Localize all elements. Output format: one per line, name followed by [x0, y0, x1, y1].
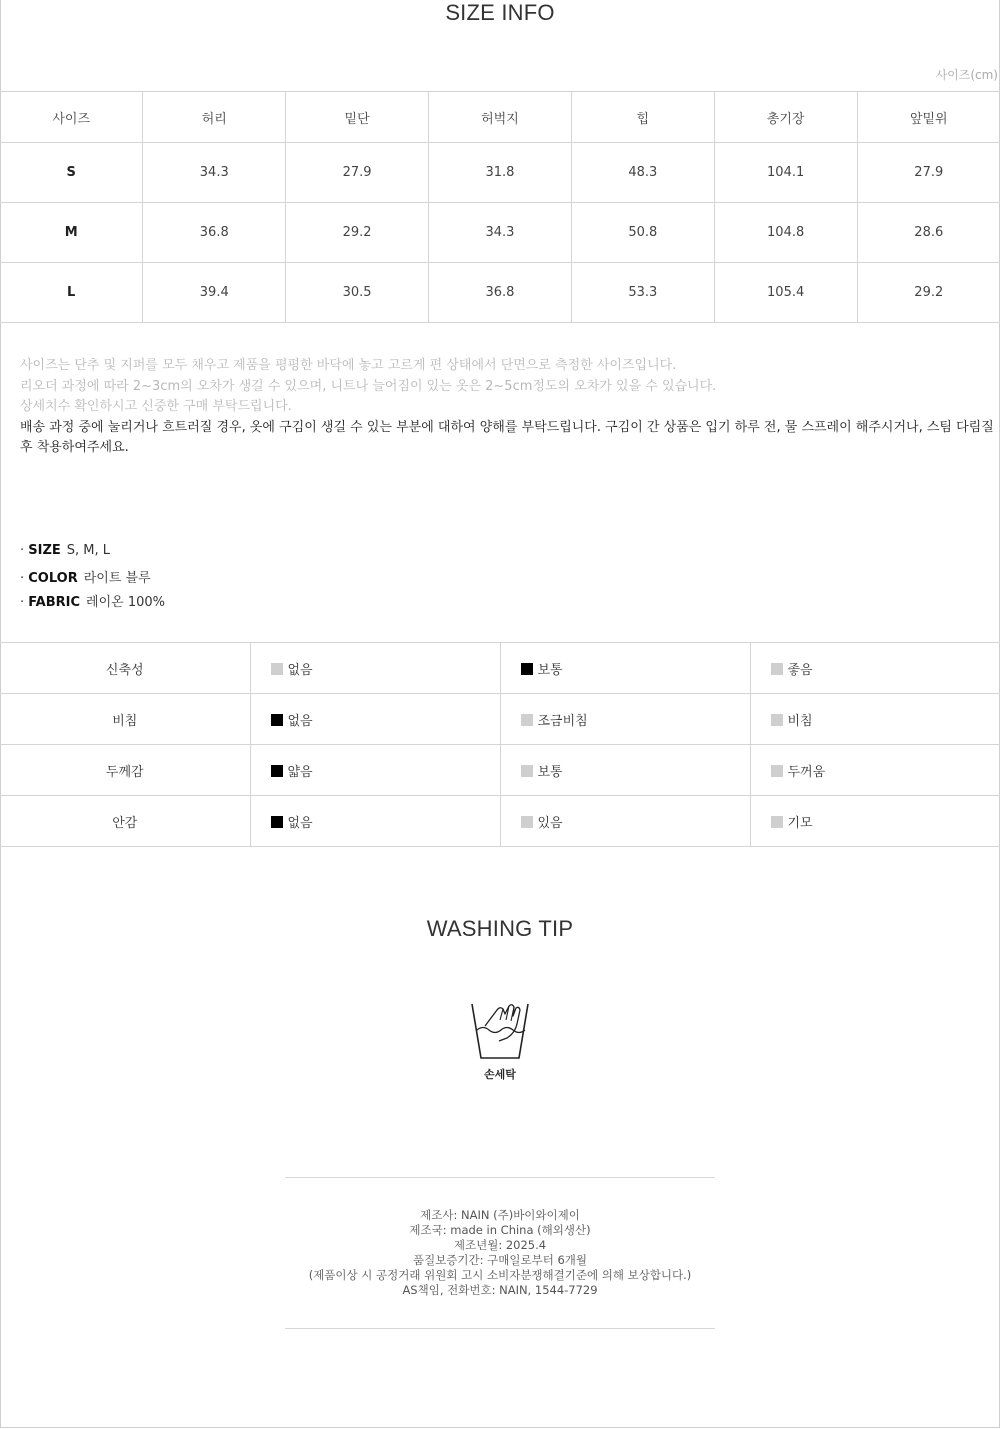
checkbox-icon: [271, 816, 283, 828]
tolerance-note: 리오더 과정에 따라 2~3cm의 오차가 생길 수 있으며, 니트나 늘어짐이 있는 옷은 2~5cm정도의 오차가 있을 수 있습니다.: [20, 378, 717, 394]
spec-size-value: S, M, L: [66, 543, 111, 558]
checkbox-icon: [521, 816, 533, 828]
attribute-option: [250, 643, 500, 694]
table-cell: 31.8: [429, 143, 572, 203]
manufacture-date: 제조년월: 2025.4: [453, 1238, 547, 1252]
table-cell: 50.8: [571, 203, 714, 263]
attribute-option: [500, 745, 750, 796]
spec-size: · SIZE S, M, L: [20, 543, 111, 558]
header-cell: 허벅지: [429, 92, 572, 143]
size-label: M: [0, 203, 143, 263]
checkbox-icon: [271, 714, 283, 726]
table-cell: 39.4: [143, 263, 286, 323]
checkbox-icon: [771, 663, 783, 675]
attribute-row: [0, 745, 1000, 796]
attribute-name: 신축성: [0, 643, 250, 694]
option-label: 두꺼움: [787, 764, 826, 780]
attribute-option: [250, 694, 500, 745]
hand-wash-icon: [469, 1000, 531, 1062]
as-contact: AS책임, 전화번호: NAIN, 1544-7729: [402, 1283, 598, 1297]
table-cell: 30.5: [286, 263, 429, 323]
table-cell: 105.4: [714, 263, 857, 323]
attribute-option: [750, 796, 1000, 847]
table-row: [0, 143, 1000, 203]
product-info: [0, 1208, 1000, 1298]
table-cell: 34.3: [143, 143, 286, 203]
option-label: 없음: [287, 713, 313, 729]
header-cell: 앞밑위: [857, 92, 1000, 143]
spec-fabric-label: FABRIC: [28, 595, 81, 610]
option-label: 좋음: [787, 662, 813, 678]
size-label: L: [0, 263, 143, 323]
manufacturer: 제조사: NAIN (주)바이와이제이: [420, 1208, 580, 1222]
attribute-row: [0, 796, 1000, 847]
table-cell: 34.3: [429, 203, 572, 263]
table-cell: 27.9: [857, 143, 1000, 203]
country-of-origin: 제조국: made in China (해외생산): [409, 1223, 591, 1237]
table-cell: 29.2: [857, 263, 1000, 323]
attribute-option: [250, 796, 500, 847]
table-cell: 29.2: [286, 203, 429, 263]
attribute-option: [500, 796, 750, 847]
divider: [285, 1328, 715, 1329]
spec-color: · COLOR 라이트 블루: [20, 571, 151, 586]
attribute-row: [0, 694, 1000, 745]
size-notes: [20, 356, 995, 459]
option-label: 보통: [537, 764, 563, 780]
attribute-option: [500, 694, 750, 745]
table-row: [0, 203, 1000, 263]
check-note: 상세치수 확인하시고 신중한 구매 부탁드립니다.: [20, 399, 292, 414]
washing-label: 손세탁: [484, 1068, 516, 1081]
option-label: 없음: [287, 815, 313, 831]
table-cell: 36.8: [429, 263, 572, 323]
divider: [285, 1177, 715, 1178]
warranty-note: (제품이상 시 공정거래 위원회 고시 소비자분쟁해결기준에 의해 보상합니다.): [308, 1268, 692, 1282]
spec-color-value: 라이트 블루: [83, 571, 151, 586]
checkbox-icon: [771, 765, 783, 777]
attribute-option: [750, 643, 1000, 694]
checkbox-icon: [271, 663, 283, 675]
header-cell: 힙: [571, 92, 714, 143]
table-cell: 27.9: [286, 143, 429, 203]
shipping-note: 배송 과정 중에 눌리거나 흐트러질 경우, 옷에 구김이 생길 수 있는 부분에 대하여 양해를 부탁드립니다. 구김이 간 상품은 입기 하루 전, 물 스프레이 해주시거나, 스팀 다림질 후 착용하여주세요.: [20, 419, 994, 455]
table-cell: 36.8: [143, 203, 286, 263]
option-label: 기모: [787, 815, 813, 831]
checkbox-icon: [771, 714, 783, 726]
size-label: S: [0, 143, 143, 203]
option-label: 조금비침: [537, 713, 588, 729]
option-label: 없음: [287, 662, 313, 678]
option-label: 보통: [537, 662, 563, 678]
table-cell: 104.8: [714, 203, 857, 263]
checkbox-icon: [521, 663, 533, 675]
table-cell: 53.3: [571, 263, 714, 323]
attribute-option: [250, 745, 500, 796]
header-cell: 허리: [143, 92, 286, 143]
option-label: 비침: [787, 713, 813, 729]
attribute-name: 두께감: [0, 745, 250, 796]
option-label: 얇음: [287, 764, 313, 780]
header-cell: 밑단: [286, 92, 429, 143]
attribute-option: [750, 694, 1000, 745]
spec-fabric-value: 레이온 100%: [86, 595, 165, 610]
table-cell: 28.6: [857, 203, 1000, 263]
checkbox-icon: [521, 714, 533, 726]
attribute-name: 비침: [0, 694, 250, 745]
size-table-header: [0, 92, 1000, 143]
fabric-attributes-table: [0, 642, 1000, 847]
table-cell: 48.3: [571, 143, 714, 203]
warranty-period: 품질보증기간: 구매일로부터 6개월: [412, 1253, 588, 1267]
option-label: 있음: [537, 815, 563, 831]
attribute-option: [750, 745, 1000, 796]
spec-color-label: COLOR: [28, 571, 78, 586]
washing-tip-title: WASHING TIP: [426, 916, 574, 941]
table-cell: 104.1: [714, 143, 857, 203]
spec-fabric: · FABRIC 레이온 100%: [20, 595, 165, 610]
measurement-note: 사이즈는 단추 및 지퍼를 모두 채우고 제품을 평평한 바닥에 놓고 고르게 편 상태에서 단면으로 측정한 사이즈입니다.: [20, 358, 677, 373]
header-cell: 사이즈: [0, 92, 143, 143]
attribute-row: [0, 643, 1000, 694]
header-cell: 총기장: [714, 92, 857, 143]
size-unit-label: 사이즈(cm): [935, 68, 998, 82]
checkbox-icon: [271, 765, 283, 777]
table-row: [0, 263, 1000, 323]
size-table: [0, 91, 1000, 323]
attribute-name: 안감: [0, 796, 250, 847]
attribute-option: [500, 643, 750, 694]
size-info-title: SIZE INFO: [445, 0, 555, 25]
checkbox-icon: [521, 765, 533, 777]
checkbox-icon: [771, 816, 783, 828]
spec-size-label: SIZE: [28, 543, 61, 558]
